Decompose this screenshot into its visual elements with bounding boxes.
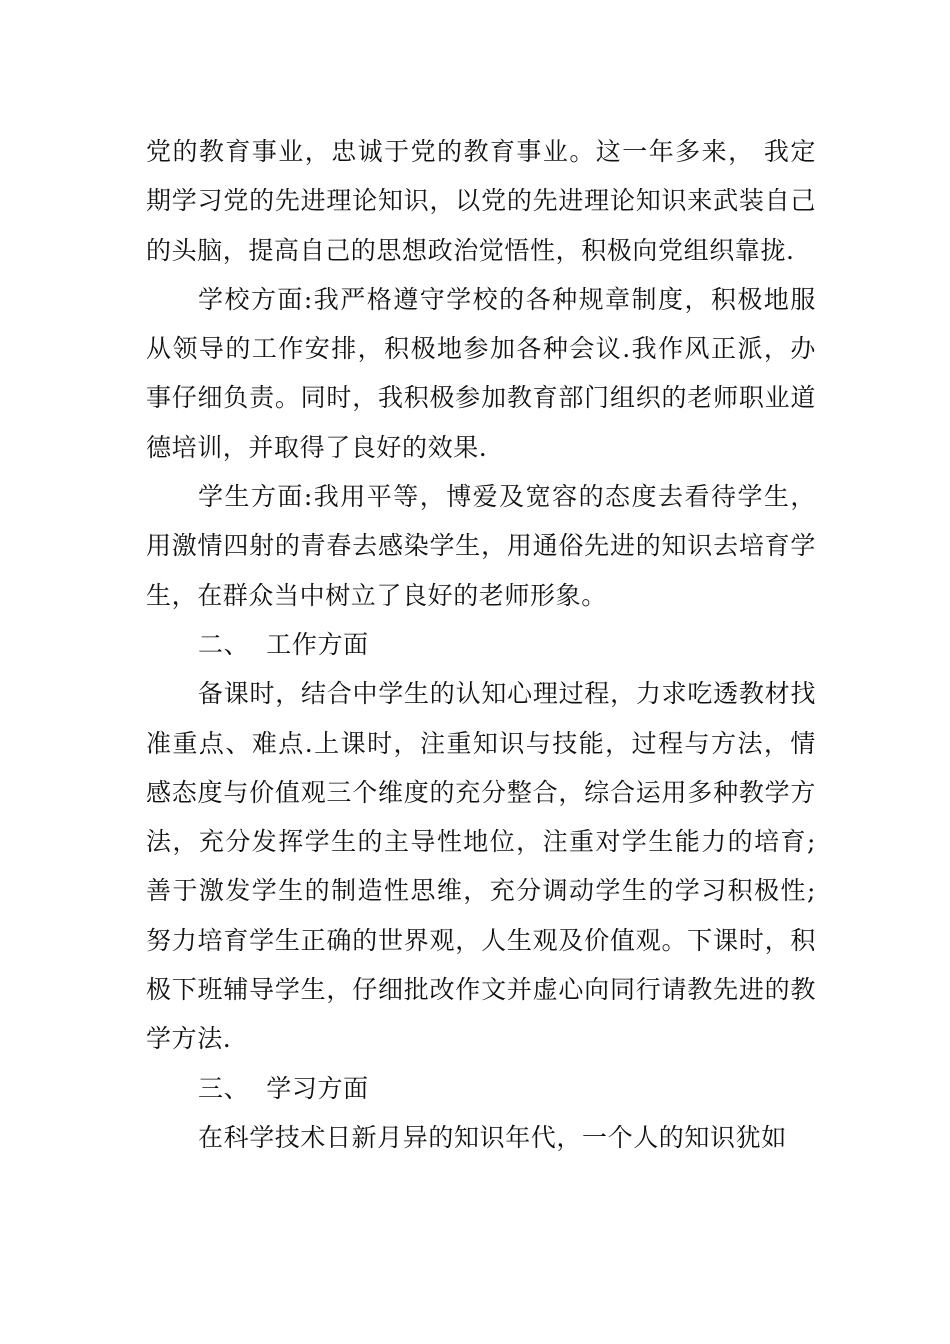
document-body <box>146 127 816 1162</box>
section-heading-study: 三、 学习方面 <box>198 1073 369 1103</box>
paragraph-study-aspect: 在科学技术日新月异的知识年代，一个人的知识犹如 <box>198 1122 787 1152</box>
paragraph-party-study: 党的教育事业，忠诚于党的教育事业。这一年多来， 我定期学习党的先进理论知识，以党的先进理论知识来武装自己的头脑，提高自己的思想政治觉悟性，积极向党组织靠拢. <box>146 137 816 265</box>
paragraph-work-aspect: 备课时，结合中学生的认知心理过程，力求吃透教材找准重点、难点.上课时，注重知识与技能，过程与方法，情感态度与价值观三个维度的充分整合，综合运用多种教学方法，充分发挥学生的主导性地位，注重对学生能力的培育;善于激发学生的制造性思维，充分调动学生的学习积极性;努力培育学生正确的世界观，人生观及价值观。下课时，积极下班辅导学生，仔细批改作文并虚心向同行请教先进的教学方法. <box>146 679 816 1054</box>
paragraph-school-aspect: 学校方面:我严格遵守学校的各种规章制度，积极地服从领导的工作安排，积极地参加各种会议.我作风正派，办事仔细负责。同时，我积极参加教育部门组织的老师职业道德培训，并取得了良好的效果. <box>146 284 816 462</box>
section-heading-work: 二、 工作方面 <box>198 629 369 659</box>
paragraph-student-aspect: 学生方面:我用平等，博爱及宽容的态度去看待学生，用激情四射的青春去感染学生，用通俗先进的知识去培育学生，在群众当中树立了良好的老师形象。 <box>146 482 816 610</box>
